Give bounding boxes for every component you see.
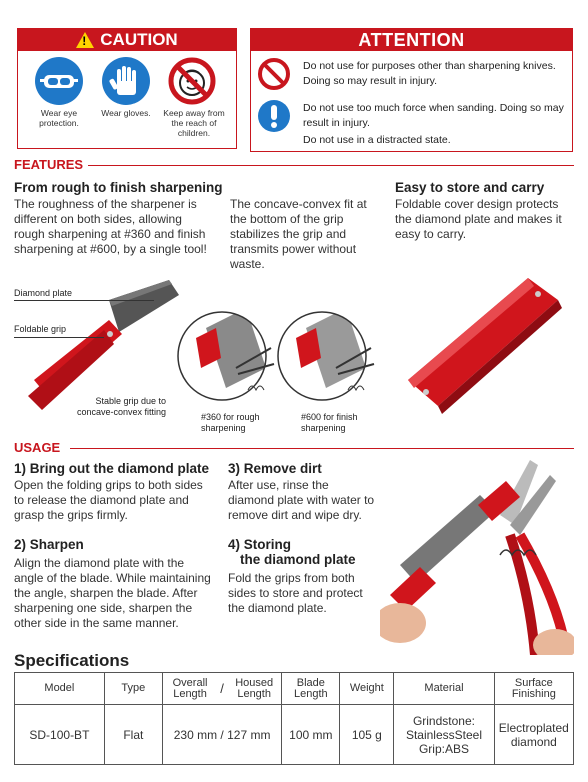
- label-grip-line: [14, 337, 104, 338]
- td-type: Flat: [104, 705, 162, 765]
- th-overall: Overall Length: [172, 676, 208, 700]
- usage-photo: [380, 455, 574, 655]
- th-surface: Surface Finishing: [494, 673, 573, 705]
- usage-step4-body: Fold the grips from both sides to store and protect the diamond plate.: [228, 571, 363, 615]
- td-length: 230 mm / 127 mm: [162, 705, 281, 765]
- th-slash: /: [220, 681, 224, 696]
- features-sub-rough: From rough to finish sharpening: [14, 180, 223, 195]
- goggles-icon: [35, 57, 83, 105]
- exclamation-icon: [257, 99, 291, 133]
- prohibited-icon: [257, 57, 291, 91]
- usage-heading: USAGE: [14, 440, 61, 455]
- td-weight: 105 g: [340, 705, 394, 765]
- features-heading: FEATURES: [14, 157, 84, 172]
- specs-header-row: [15, 673, 574, 705]
- td-material: [394, 705, 494, 765]
- specs-table: [14, 672, 574, 765]
- caution-label-children: Keep away from the reach of children.: [163, 108, 225, 138]
- td-model: SD-100-BT: [15, 705, 105, 765]
- td-material-3: Grip:ABS: [418, 741, 469, 756]
- th-housed: Housed Length: [235, 676, 274, 700]
- attention-text-1: Do not use for purposes other than sharpening knives. Doing so may result in injury.: [303, 60, 556, 87]
- features-body-3: Foldable cover design protects the diamond plate and makes it easy to carry.: [395, 197, 562, 241]
- th-blade: Blade Length: [282, 673, 340, 705]
- closeup-600-image: [276, 308, 376, 418]
- label-diamond-line: [14, 300, 154, 301]
- usage-step4-title-b: the diamond plate: [240, 552, 356, 567]
- glove-icon: [102, 57, 150, 105]
- features-body-1: The roughness of the sharpener is different on both sides, allowing rough sharpening at #360 and finish sharpening at #600, by a single tool!: [14, 197, 207, 256]
- usage-step1-body: Open the folding grips to both sides to release the diamond plate and grasp the grips firmly.: [14, 478, 203, 522]
- label-stable-grip: Stable grip due to concave-convex fitting: [76, 396, 166, 417]
- caution-label-eye: Wear eye protection.: [39, 108, 79, 128]
- attention-box: [250, 28, 573, 152]
- th-material: Material: [394, 673, 494, 705]
- caution-title: CAUTION: [100, 30, 178, 49]
- label-600: #600 for finish sharpening: [301, 412, 358, 433]
- label-foldable-grip: Foldable grip: [14, 324, 67, 334]
- no-children-icon: [168, 57, 216, 105]
- specs-data-row: [15, 705, 574, 765]
- caution-header: [18, 29, 236, 51]
- th-type: Type: [104, 673, 162, 705]
- usage-step2-title: 2) Sharpen: [14, 537, 84, 552]
- usage-divider: [70, 448, 574, 449]
- usage-step4-title-a: 4) Storing: [228, 537, 291, 552]
- attention-text-3: Do not use in a distracted state.: [303, 134, 451, 146]
- td-blade: 100 mm: [282, 705, 340, 765]
- attention-header: ATTENTION: [251, 29, 572, 51]
- td-material-2: StainlessSteel: [405, 727, 482, 742]
- features-sub-store: Easy to store and carry: [395, 180, 545, 195]
- folded-sharpener-image: [398, 268, 574, 418]
- td-material-1: Grindstone:: [412, 713, 475, 728]
- closeup-360-image: [176, 308, 276, 418]
- usage-step2-body: Align the diamond plate with the angle of the blade. While maintaining the angle, sharpen the blade. After sharpening one side, sharpen the other side in the same manner.: [14, 556, 211, 630]
- label-360: #360 for rough sharpening: [201, 412, 260, 433]
- caution-label-gloves: Wear gloves.: [101, 108, 151, 118]
- usage-step3-body: After use, rinse the diamond plate with water to remove dirt and wipe dry.: [228, 478, 375, 522]
- usage-step1-title: 1) Bring out the diamond plate: [14, 461, 209, 476]
- features-body-2: The concave-convex fit at the bottom of the grip stabilizes the grip and transmits power without waste.: [230, 197, 367, 271]
- td-surface: Electroplated diamond: [494, 705, 573, 765]
- th-length: [162, 673, 281, 705]
- features-divider: [88, 165, 574, 166]
- th-weight: Weight: [340, 673, 394, 705]
- attention-text-2: Do not use too much force when sanding. Doing so may result in injury.: [303, 102, 564, 129]
- th-model: Model: [15, 673, 105, 705]
- label-diamond-plate: Diamond plate: [14, 288, 73, 298]
- specs-heading: Specifications: [14, 651, 130, 670]
- warning-triangle-icon: !: [76, 32, 94, 48]
- usage-step3-title: 3) Remove dirt: [228, 461, 322, 476]
- caution-box: [17, 28, 237, 149]
